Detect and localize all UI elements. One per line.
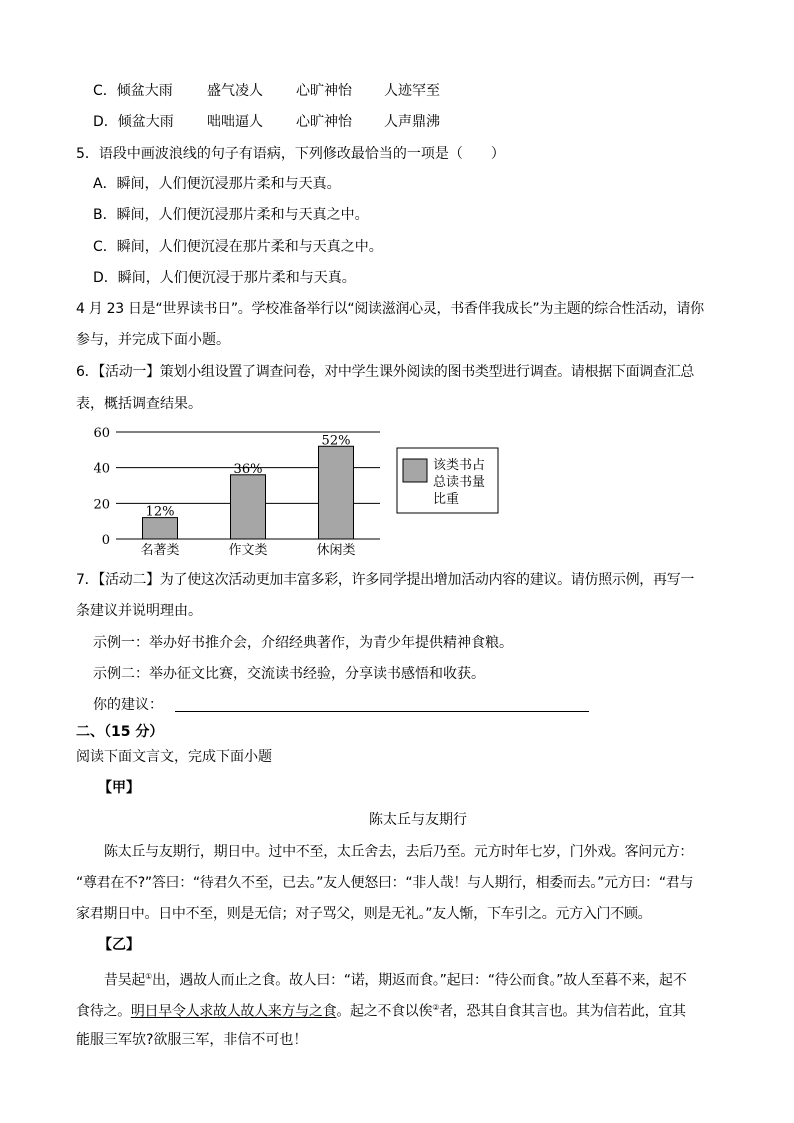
- passage-yi-line-1-b: 出，遇故人而止之食。故人曰：“诺，期返而食。”起曰：“待公而食。”故人至暮不来，起不: [151, 972, 687, 989]
- x-tick-label-2: 作文类: [228, 543, 268, 558]
- q5-option-a: A．瞬间，人们便沉浸那片柔和与天真。: [93, 176, 341, 192]
- q4-option-c-label: C．倾盆大雨: [93, 83, 173, 99]
- q5-option-c: C．瞬间，人们便沉浸在那片柔和与天真之中。: [93, 239, 383, 255]
- q4-option-d-word2: 咄咄逼人: [207, 114, 263, 130]
- y-tick-label-40: 40: [93, 461, 110, 477]
- y-tick-label-0: 0: [101, 533, 110, 548]
- chart-bars: [143, 446, 354, 539]
- bar-3: [319, 446, 354, 539]
- q4-option-c-word2: 盛气凌人: [207, 83, 263, 99]
- passage-yi-line-2-b: 。起之不食以俟: [336, 1003, 433, 1020]
- legend-line-1: 该类书占: [433, 458, 486, 473]
- q4-option-d-word4: 人声鼎沸: [384, 114, 440, 130]
- y-tick-label-60: 60: [93, 426, 110, 441]
- x-tick-label-1: 名著类: [140, 543, 180, 558]
- q4-option-d: [93, 112, 440, 132]
- q7-example-1: 示例一：举办好书推介会，介绍经典著作，为青少年提供精神食粮。: [93, 635, 513, 651]
- passage-yi-label: 【乙】: [98, 937, 140, 953]
- legend-swatch: [403, 459, 427, 482]
- q4-option-c-word3: 心旷神怡: [296, 83, 352, 99]
- q7-example-2: 示例二：举办征文比赛，交流读书经验，分享读书感悟和收获。: [93, 666, 485, 682]
- section-2-heading: 二、（15 分）: [76, 724, 164, 740]
- bar-1: [143, 518, 178, 539]
- reading-survey-chart: [90, 424, 510, 564]
- passage-yi-line-2-c: 者，恐其自食其言也。其为信若此，宜其: [439, 1003, 686, 1020]
- passage-yi-line-1: [104, 967, 686, 991]
- x-tick-label-3: 休闲类: [316, 543, 356, 558]
- section-2-instruction: 阅读下面文言文，完成下面小题: [76, 749, 272, 765]
- passage-jia-title: 陈太丘与友期行: [369, 812, 467, 828]
- passage-yi-line-3: 能服三军欤?欲服三军，非信不可也！: [76, 1032, 308, 1048]
- chart-y-ticks: [93, 426, 110, 548]
- q4-option-d-label: D．倾盆大雨: [93, 114, 174, 130]
- q7-line-1: 7．【活动二】为了使这次活动更加丰富多彩，许多同学提出增加活动内容的建议。请仿照示例，再写一: [76, 572, 695, 588]
- underlined-sentence: 明日早令人求故人故人来方与之食: [130, 1003, 337, 1020]
- q7-answer-line[interactable]: [175, 711, 589, 712]
- passage-jia-line-3: 家君期日中。日中不至，则是无信；对子骂父，则是无礼。”友人惭，下车引之。元方入门不顾。: [76, 906, 652, 922]
- intro-line-2: 参与，并完成下面小题。: [76, 332, 230, 348]
- legend-line-2: 总读书量: [433, 475, 486, 490]
- q4-option-c-word4: 人迹罕至: [384, 83, 440, 99]
- footnote-marker-2: ②: [432, 1003, 440, 1012]
- y-tick-label-20: 20: [93, 497, 110, 513]
- passage-jia-label: 【甲】: [98, 780, 140, 796]
- chart-legend: [397, 448, 498, 513]
- intro-line-1: 4 月 23 日是“世界读书日”。学校准备举行以“阅读滋润心灵，书香伴我成长”为主题的综合性活动，请你: [76, 301, 704, 317]
- passage-jia-line-2: “尊君在不?”答曰：“待君久不至，已去。”友人便怒曰：“非人哉！与人期行，相委而去。”元方曰：“君与: [76, 875, 694, 891]
- data-label-3: 52%: [321, 433, 351, 449]
- q6-line-2: 表，概括调查结果。: [76, 396, 202, 412]
- q5-option-d: D．瞬间，人们便沉浸于那片柔和与天真。: [93, 270, 356, 286]
- bar-2: [231, 475, 266, 539]
- chart-x-labels: [140, 542, 355, 558]
- q7-your-suggestion-label: 你的建议：: [93, 697, 163, 713]
- passage-yi-line-1-a: 昔吴起: [104, 972, 146, 989]
- q6-line-1: 6．【活动一】策划小组设置了调查问卷，对中学生课外阅读的图书类型进行调查。请根据下面调查汇总: [76, 364, 695, 380]
- q5-stem: 5．语段中画波浪线的句子有语病，下列修改最恰当的一项是（ ）: [76, 146, 505, 162]
- q4-option-c: [93, 81, 440, 101]
- data-label-1: 12%: [145, 504, 175, 520]
- q4-option-d-word3: 心旷神怡: [296, 114, 352, 130]
- passage-yi-line-2: [76, 998, 686, 1022]
- data-label-2: 36%: [233, 461, 263, 477]
- q7-line-2: 条建议并说明理由。: [76, 603, 202, 619]
- legend-line-3: 比重: [433, 492, 460, 507]
- footnote-marker-1: ①: [145, 972, 152, 981]
- passage-yi-line-2-a: 食待之。: [76, 1003, 131, 1020]
- passage-jia-line-1: 陈太丘与友期行，期日中。过中不至，太丘舍去，去后乃至。元方时年七岁，门外戏。客问元方：: [104, 844, 694, 860]
- q5-option-b: B．瞬间，人们便沉浸那片柔和与天真之中。: [93, 207, 369, 223]
